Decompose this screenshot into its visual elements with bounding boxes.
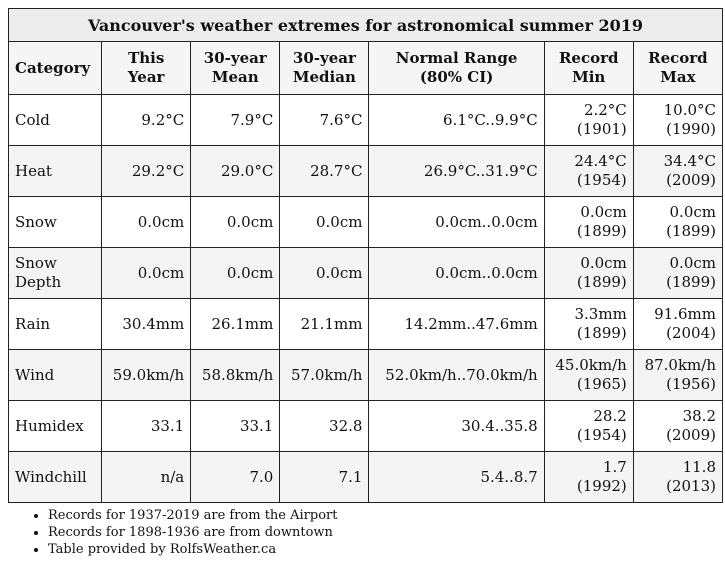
this-year-cell: 0.0cm	[102, 197, 191, 248]
record-min-cell	[544, 350, 633, 401]
median-cell: 7.1	[280, 452, 369, 503]
this-year-cell: 9.2°C	[102, 95, 191, 146]
table-row	[9, 452, 723, 503]
table-row	[9, 350, 723, 401]
record-max-cell	[633, 452, 722, 503]
median-cell: 32.8	[280, 401, 369, 452]
record-max-cell	[633, 146, 722, 197]
record-year: (1899)	[576, 273, 627, 291]
record-value: 11.8	[682, 458, 716, 476]
record-min-cell	[544, 146, 633, 197]
mean-cell: 7.0	[191, 452, 280, 503]
category-label: Cold	[15, 110, 50, 129]
table-body	[9, 95, 723, 503]
header-line: Median	[292, 68, 356, 86]
record-year: (1954)	[576, 426, 627, 444]
record-year: (2013)	[666, 477, 716, 495]
header-line: Record	[648, 49, 708, 67]
notes-list	[0, 507, 337, 558]
category-label: Snow	[15, 212, 57, 231]
this-year-cell: 59.0km/h	[102, 350, 191, 401]
record-value: 2.2°C	[583, 101, 627, 119]
category-cell	[9, 197, 102, 248]
table-row	[9, 401, 723, 452]
record-min-cell	[544, 197, 633, 248]
column-header-this-year	[102, 42, 191, 95]
record-value: 87.0km/h	[644, 356, 716, 374]
category-cell	[9, 146, 102, 197]
record-value: 1.7	[602, 458, 627, 476]
table-row	[9, 146, 723, 197]
column-header-category	[9, 42, 102, 95]
normal-range-cell: 6.1°C..9.9°C	[369, 95, 544, 146]
record-year: (1954)	[576, 171, 627, 189]
header-line: 30-year	[203, 49, 267, 67]
category-cell	[9, 95, 102, 146]
table-row	[9, 248, 723, 299]
record-value: 0.0cm	[580, 254, 627, 272]
table-row	[9, 299, 723, 350]
header-line: Mean	[211, 68, 259, 86]
record-max-cell	[633, 248, 722, 299]
table-title: Vancouver's weather extremes for astronomical summer 2019	[9, 9, 723, 42]
record-max-cell	[633, 299, 722, 350]
this-year-cell: 33.1	[102, 401, 191, 452]
category-cell	[9, 350, 102, 401]
normal-range-cell: 5.4..8.7	[369, 452, 544, 503]
median-cell: 7.6°C	[280, 95, 369, 146]
header-line: (80% CI)	[419, 68, 494, 86]
note-item: • Records for 1898-1936 are from downtown	[48, 524, 337, 541]
median-cell: 28.7°C	[280, 146, 369, 197]
record-year: (1899)	[576, 222, 627, 240]
record-min-cell	[544, 95, 633, 146]
mean-cell: 0.0cm	[191, 248, 280, 299]
note-item: • Records for 1937-2019 are from the Airport	[48, 507, 337, 524]
normal-range-cell: 0.0cm..0.0cm	[369, 248, 544, 299]
median-cell: 0.0cm	[280, 248, 369, 299]
header-line: Record	[558, 49, 619, 67]
record-min-cell	[544, 452, 633, 503]
category-cell	[9, 452, 102, 503]
median-cell: 0.0cm	[280, 197, 369, 248]
record-year: (1899)	[666, 273, 716, 291]
normal-range-cell: 52.0km/h..70.0km/h	[369, 350, 544, 401]
record-max-cell	[633, 350, 722, 401]
record-year: (2004)	[666, 324, 716, 342]
record-value: 45.0km/h	[555, 356, 627, 374]
header-line: Normal Range	[395, 49, 518, 67]
record-value: 34.4°C	[663, 152, 716, 170]
normal-range-cell: 0.0cm..0.0cm	[369, 197, 544, 248]
record-year: (2009)	[666, 171, 716, 189]
record-value: 10.0°C	[663, 101, 716, 119]
record-value: 0.0cm	[669, 203, 716, 221]
category-label: Wind	[15, 365, 55, 384]
note-item: • Table provided by RolfsWeather.ca	[48, 541, 337, 558]
record-value: 3.3mm	[574, 305, 627, 323]
table-row	[9, 95, 723, 146]
record-min-cell	[544, 248, 633, 299]
header-line: Year	[127, 68, 165, 86]
record-max-cell	[633, 95, 722, 146]
column-header-30-year-mean	[191, 42, 280, 95]
category-label: Snow	[15, 254, 57, 272]
column-header-30-year-median	[280, 42, 369, 95]
table-row	[9, 197, 723, 248]
header-line: 30-year	[292, 49, 356, 67]
category-cell	[9, 299, 102, 350]
category-label: Depth	[15, 273, 62, 291]
category-label: Windchill	[15, 467, 87, 486]
category-cell	[9, 248, 102, 299]
header-line: This	[128, 49, 165, 67]
header-line: Min	[572, 68, 606, 86]
column-header-normal-range	[369, 42, 544, 95]
record-value: 0.0cm	[669, 254, 716, 272]
category-label: Rain	[15, 314, 51, 333]
normal-range-cell: 14.2mm..47.6mm	[369, 299, 544, 350]
record-year: (1990)	[666, 120, 716, 138]
record-year: (2009)	[666, 426, 716, 444]
this-year-cell: 0.0cm	[102, 248, 191, 299]
mean-cell: 33.1	[191, 401, 280, 452]
mean-cell: 26.1mm	[191, 299, 280, 350]
record-year: (1992)	[576, 477, 627, 495]
weather-extremes-table	[8, 8, 723, 503]
this-year-cell: n/a	[102, 452, 191, 503]
record-year: (1899)	[576, 324, 627, 342]
record-min-cell	[544, 299, 633, 350]
mean-cell: 29.0°C	[191, 146, 280, 197]
normal-range-cell: 26.9°C..31.9°C	[369, 146, 544, 197]
record-year: (1956)	[666, 375, 716, 393]
mean-cell: 58.8km/h	[191, 350, 280, 401]
record-min-cell	[544, 401, 633, 452]
header-line: Max	[660, 68, 696, 86]
this-year-cell: 29.2°C	[102, 146, 191, 197]
category-cell	[9, 401, 102, 452]
mean-cell: 0.0cm	[191, 197, 280, 248]
record-value: 38.2	[682, 407, 716, 425]
record-year: (1965)	[576, 375, 627, 393]
this-year-cell: 30.4mm	[102, 299, 191, 350]
column-header-record-min	[544, 42, 633, 95]
record-value: 28.2	[593, 407, 627, 425]
record-year: (1899)	[666, 222, 716, 240]
mean-cell: 7.9°C	[191, 95, 280, 146]
median-cell: 57.0km/h	[280, 350, 369, 401]
record-value: 24.4°C	[574, 152, 627, 170]
record-max-cell	[633, 197, 722, 248]
header-line: Category	[15, 58, 91, 77]
category-label: Heat	[15, 161, 52, 180]
record-max-cell	[633, 401, 722, 452]
column-header-record-max	[633, 42, 722, 95]
record-value: 0.0cm	[580, 203, 627, 221]
record-value: 91.6mm	[654, 305, 716, 323]
category-label: Humidex	[15, 416, 84, 435]
normal-range-cell: 30.4..35.8	[369, 401, 544, 452]
median-cell: 21.1mm	[280, 299, 369, 350]
record-year: (1901)	[576, 120, 627, 138]
